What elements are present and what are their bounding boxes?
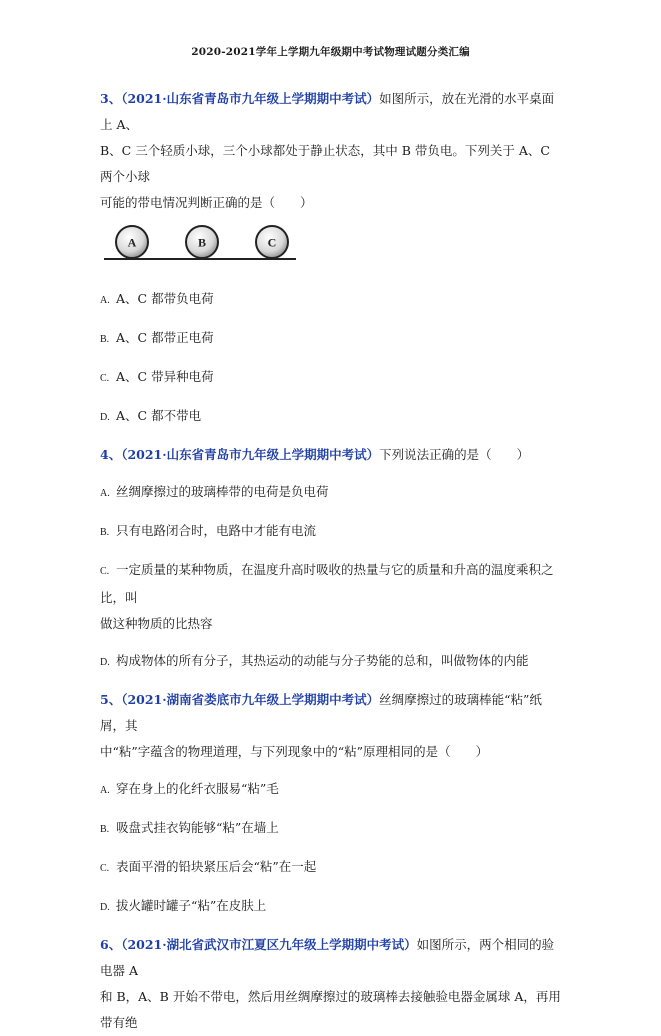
option-text: 表面平滑的铅块紧压后会“粘”在一起 <box>116 859 317 874</box>
option-a <box>100 479 565 507</box>
option-letter: D. <box>100 657 110 668</box>
option-letter: A. <box>100 295 110 306</box>
option-letter: C. <box>100 373 110 384</box>
option-letter: C. <box>100 566 110 577</box>
question-source: （2021·山东省青岛市九年级上学期期中考试） <box>121 91 380 106</box>
option-letter: A. <box>100 785 110 796</box>
option-b <box>100 815 565 843</box>
option-c <box>100 854 565 882</box>
option-letter: A. <box>100 488 110 499</box>
option-letter: B. <box>100 824 110 835</box>
stem-line: 可能的带电情况判断正确的是（ ） <box>100 195 313 210</box>
ball-a <box>116 226 148 258</box>
option-d <box>100 648 565 676</box>
option-text: 穿在身上的化纤衣服易“粘”毛 <box>116 781 279 796</box>
option-letter: D. <box>100 902 110 913</box>
ball-b <box>186 226 218 258</box>
ball-a-label: A <box>127 235 137 250</box>
stem-line: 下列说法正确的是（ ） <box>379 447 530 462</box>
question-source: （2021·湖北省武汉市江夏区九年级上学期期中考试） <box>121 937 417 952</box>
option-letter: D. <box>100 412 110 423</box>
question-3-stem <box>100 86 565 216</box>
question-4 <box>100 442 565 676</box>
option-b <box>100 325 565 353</box>
stem-line: 如图所示，放在光滑的水平桌面上 A、 <box>100 91 555 132</box>
option-b <box>100 518 565 546</box>
question-number: 6、 <box>100 937 122 952</box>
option-letter: C. <box>100 863 110 874</box>
question-list <box>100 86 565 1036</box>
question-3 <box>100 86 565 431</box>
ball-b-label: B <box>197 235 207 250</box>
question-6 <box>100 932 565 1036</box>
three-balls-figure <box>100 220 565 286</box>
stem-line: 和 B，A、B 开始不带电，然后用丝绸摩擦过的玻璃棒去接触验电器金属球 A，再用带有绝 <box>100 989 561 1030</box>
option-letter: B. <box>100 334 110 345</box>
question-4-stem <box>100 442 565 468</box>
question-number: 5、 <box>100 692 122 707</box>
option-text: 只有电路闭合时，电路中才能有电流 <box>116 523 317 538</box>
option-text-continued: 做这种物质的比热容 <box>100 616 213 631</box>
option-letter: B. <box>100 527 110 538</box>
question-number: 4、 <box>100 447 122 462</box>
option-d <box>100 893 565 921</box>
option-c <box>100 364 565 392</box>
ball-c-label: C <box>267 235 277 250</box>
option-d <box>100 403 565 431</box>
question-6-stem <box>100 932 565 1036</box>
stem-line: 如图所示，两个相同的验电器 A <box>100 937 555 978</box>
question-5-stem <box>100 687 565 765</box>
option-text: 拔火罐时罐子“粘”在皮肤上 <box>116 898 267 913</box>
option-a <box>100 286 565 314</box>
stem-line: B、C 三个轻质小球，三个小球都处于静止状态，其中 B 带负电。下列关于 A、C 两个小球 <box>100 143 550 184</box>
question-source: （2021·湖南省娄底市九年级上学期期中考试） <box>121 692 380 707</box>
option-text: 构成物体的所有分子，其热运动的动能与分子势能的总和，叫做物体的内能 <box>116 653 529 668</box>
option-text: 丝绸摩擦过的玻璃棒带的电荷是负电荷 <box>116 484 329 499</box>
question-number: 3、 <box>100 91 122 106</box>
option-c <box>100 557 565 637</box>
stem-line: 丝绸摩擦过的玻璃棒能“粘”纸屑，其 <box>100 692 542 733</box>
option-text: A、C 都不带电 <box>116 408 202 423</box>
option-text: 一定质量的某种物质，在温度升高时吸收的热量与它的质量和升高的温度乘积之比，叫 <box>100 562 554 605</box>
ball-c <box>256 226 288 258</box>
option-text: 吸盘式挂衣钩能够“粘”在墙上 <box>116 820 279 835</box>
option-a <box>100 776 565 804</box>
question-source: （2021·山东省青岛市九年级上学期期中考试） <box>121 447 380 462</box>
stem-line: 中“粘”字蕴含的物理道理，与下列现象中的“粘”原理相同的是（ ） <box>100 744 489 759</box>
option-text: A、C 都带正电荷 <box>116 330 214 345</box>
option-text: A、C 带异种电荷 <box>116 369 214 384</box>
page-header-title: 2020-2021学年上学期九年级期中考试物理试题分类汇编 <box>191 46 470 58</box>
question-5 <box>100 687 565 921</box>
three-balls-diagram <box>100 220 300 286</box>
option-text: A、C 都带负电荷 <box>116 291 214 306</box>
